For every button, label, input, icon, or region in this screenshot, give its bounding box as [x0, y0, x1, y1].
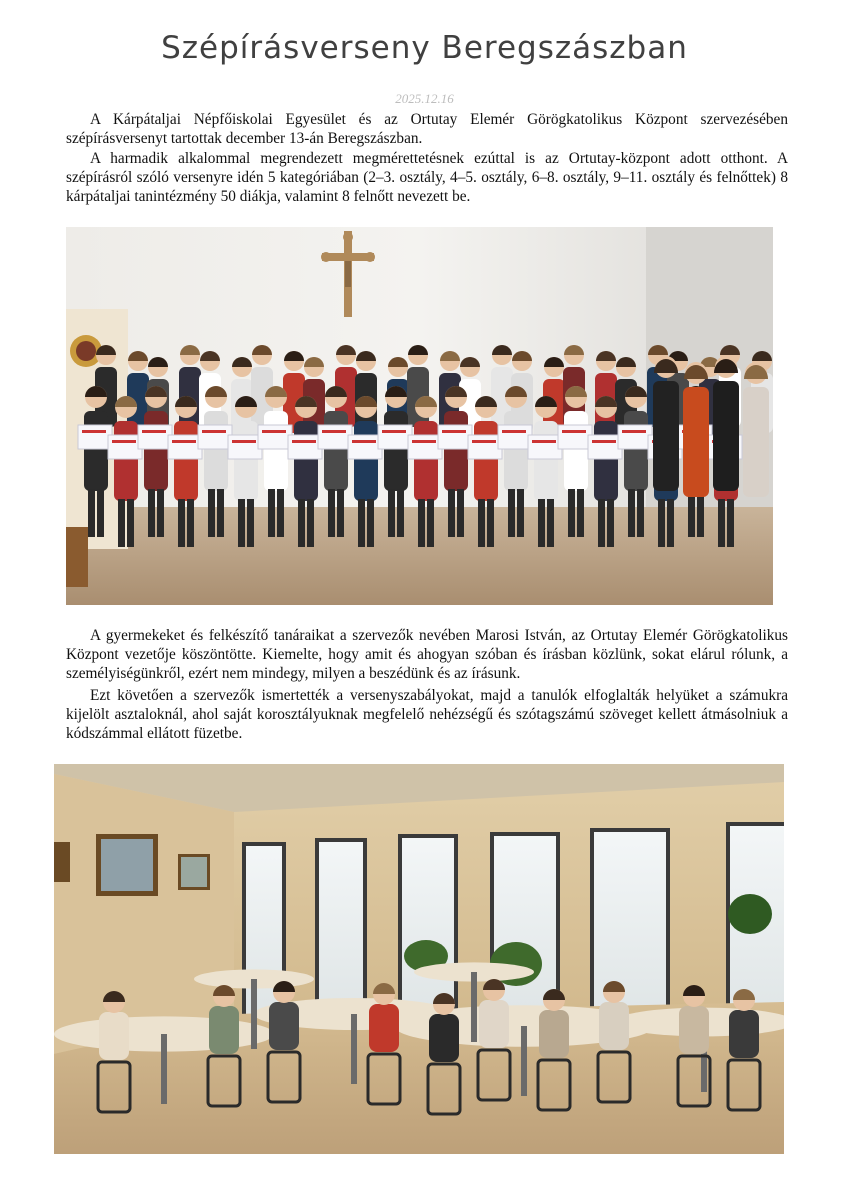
- group-photo-illustration: [66, 227, 773, 605]
- article-paragraph-3: A gyermekeket és felkészítő tanáraikat a szervezők nevében Marosi István, az Ortutay Elemér Görögkatolikus Központ vezetője köszöntötte. Kiemelte, hogy amit és ahogyan szóban és írásban közlünk, sokat elárul rólunk, a személyiségünkről, ezért nem mindegy, milyen a beszédünk és az írásunk.: [66, 627, 788, 682]
- hall-photo-illustration: [54, 764, 784, 1154]
- article-paragraph-1: A Kárpátaljai Népfőiskolai Egyesület és az Ortutay Elemér Görögkatolikus Központ szervezésében szépírásversenyt tartottak december 13-án Beregszászban.: [66, 111, 788, 147]
- article-paragraph-4: Ezt követően a szervezők ismertették a versenyszabályokat, majd a tanulók elfoglalták helyüket a számukra kijelölt asztaloknál, ahol saját korosztályuknak megfelelő nehézségű és szótagszámú szöveget kellett átmásolniuk a kódszámmal ellátott füzetbe.: [66, 687, 788, 742]
- hall-photo: [54, 764, 784, 1154]
- group-photo: [66, 227, 773, 605]
- article-paragraph-2: A harmadik alkalommal megrendezett megmérettetésnek ezúttal is az Ortutay-központ adott otthont. A szépírásról szóló versenyre idén 5 kategóriában (2–3. osztály, 4–5. osztály, 6–8. osztály, 9–11. osztály és felnőttek) 8 kárpátaljai tanintézmény 50 diákja, valamint 8 felnőtt nevezett be.: [66, 150, 788, 205]
- article-date: 2025.12.16: [395, 91, 454, 106]
- article-title: Szépírásverseny Beregszászban: [161, 30, 688, 66]
